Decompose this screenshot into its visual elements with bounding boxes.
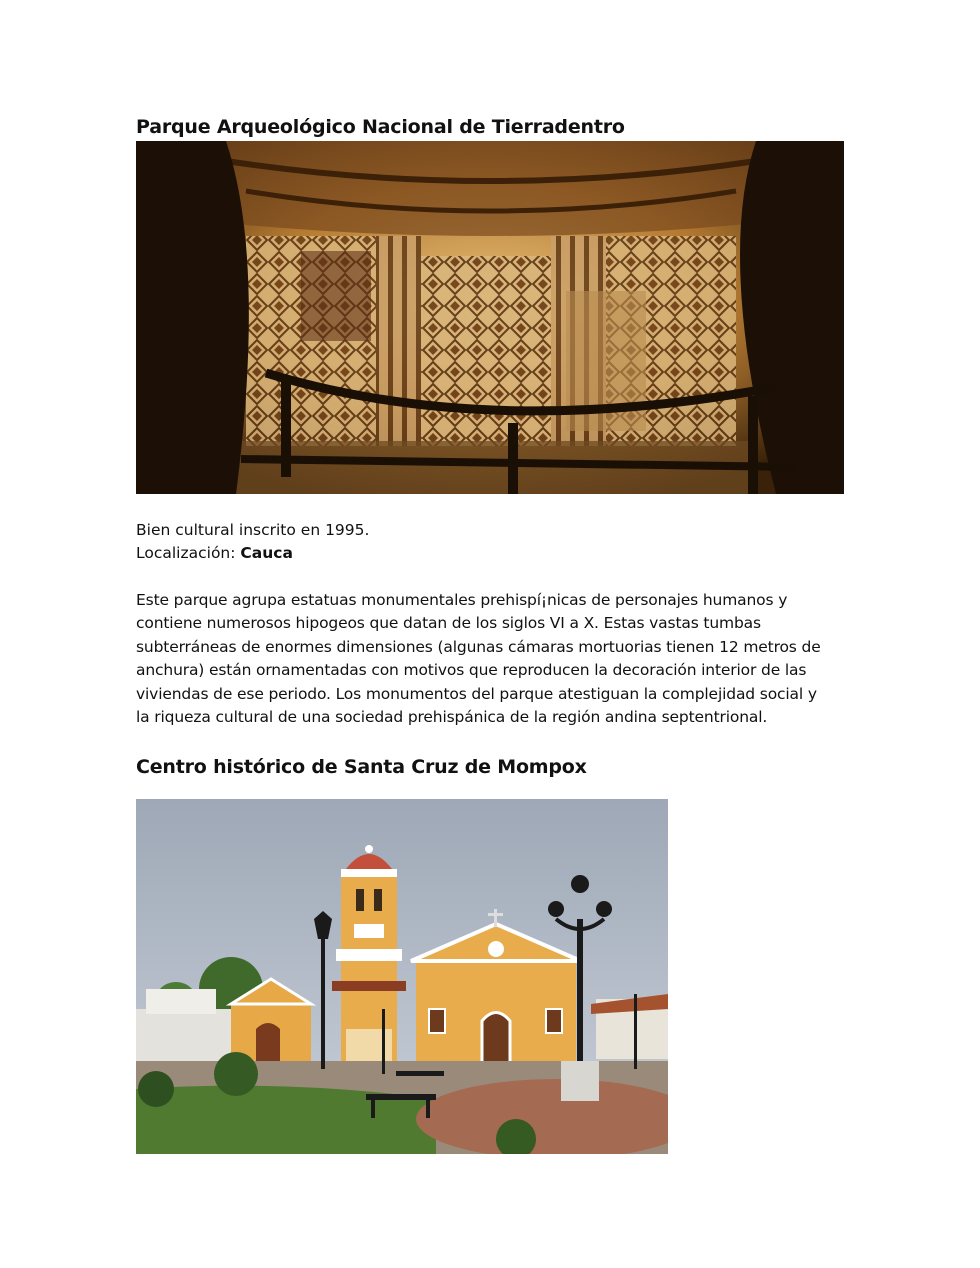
description-line: subterráneas de enormes dimensiones (algunas cámaras mortuorias tienen 12 metros de — [136, 637, 821, 656]
description-line: anchura) están ornamentadas con motivos que reproducen la decoración interior de las — [136, 661, 807, 680]
tierradentro-tomb-photo — [136, 141, 844, 494]
section-title-tierradentro: Parque Arqueológico Nacional de Tierradentro — [136, 116, 625, 138]
description-line: viviendas de ese periodo. Los monumentos del parque atestiguan la complejidad social y — [136, 684, 817, 703]
description-paragraph — [136, 589, 852, 729]
mompox-church-photo — [136, 799, 668, 1154]
section-title-mompox: Centro histórico de Santa Cruz de Mompox — [136, 756, 587, 778]
inscription-year: Bien cultural inscrito en 1995. — [136, 521, 370, 539]
location-value: Cauca — [240, 544, 293, 563]
location-line — [136, 542, 852, 565]
description-line: la riqueza cultural de una sociedad prehispánica de la región andina septentrional. — [136, 708, 768, 727]
heritage-metadata — [136, 519, 852, 566]
description-line: contiene numerosos hipogeos que datan de los siglos VI a X. Estas vastas tumbas — [136, 614, 761, 633]
location-label: Localización: — [136, 544, 241, 563]
description-line: Este parque agrupa estatuas monumentales prehispí¡nicas de personajes humanos y — [136, 591, 788, 609]
